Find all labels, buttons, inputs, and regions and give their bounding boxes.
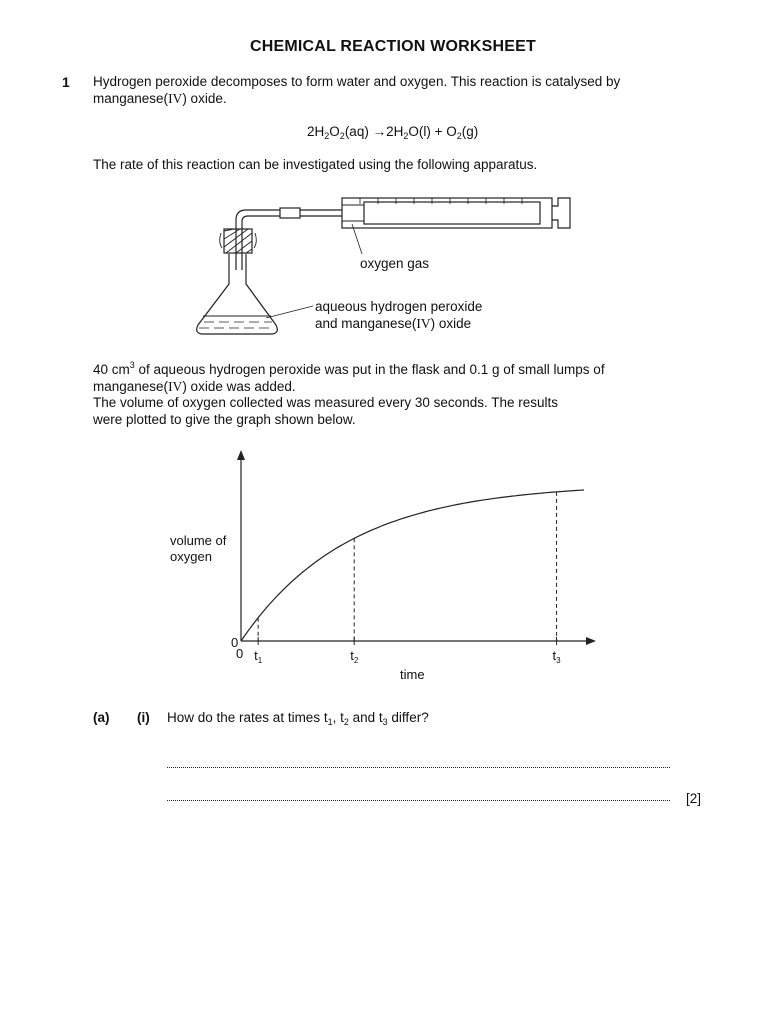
time-marker-label-2: $t_2$ [350,648,359,665]
question-part: (a) [93,710,110,725]
y-axis-arrow [237,450,245,460]
method-text [93,362,605,428]
apparatus-intro: The rate of this reaction can be investigated using the following apparatus. [93,157,538,172]
answer-line-2[interactable] [167,800,670,801]
method-line-3: The volume of oxygen collected was measured every 30 seconds. The results [93,395,558,410]
method-line-2: manganese(IV) oxide was added. [93,378,296,394]
question-number: 1 [62,74,70,90]
time-marker-label-3: $t_3$ [552,648,561,665]
label-liquid: aqueous hydrogen peroxide and manganese(IV) oxide [315,299,483,331]
marks-label: [2] [686,791,702,806]
question-subpart: (i) [137,710,150,725]
y-axis-label-line1: volume of [170,533,227,548]
y-origin-label: 0 [231,635,239,650]
answer-line-1[interactable] [167,767,670,768]
intro-line-2: manganese(IV) oxide. [93,90,227,106]
x-axis-label: time [400,667,425,682]
method-line-4: were plotted to give the graph shown below. [93,411,356,427]
data-curve [241,490,584,641]
question-text: How do the rates at times $t_1$, $t_2$ and $t_3$ differ? [167,710,429,727]
flask-bung [224,229,252,253]
x-axis-arrow [586,637,596,645]
label-oxygen-gas: oxygen gas [360,256,430,271]
reaction-equation: $2H_2O_2(aq) \to 2H_2O(l) + O_2(g)$ [307,124,479,141]
method-line-1: 40 $cm^3$ of aqueous hydrogen peroxide was put in the flask and 0.1 g of small lumps of [93,360,605,377]
worksheet-title: CHEMICAL REACTION WORKSHEET [250,38,536,55]
intro-line-1: Hydrogen peroxide decomposes to form water and oxygen. This reaction is catalysed by [93,74,621,89]
y-axis-label-line2: oxygen [170,549,212,564]
oxygen-volume-graph [0,440,768,690]
time-marker-label-1: $t_1$ [254,648,263,665]
x-origin-label: 0 [236,646,244,661]
